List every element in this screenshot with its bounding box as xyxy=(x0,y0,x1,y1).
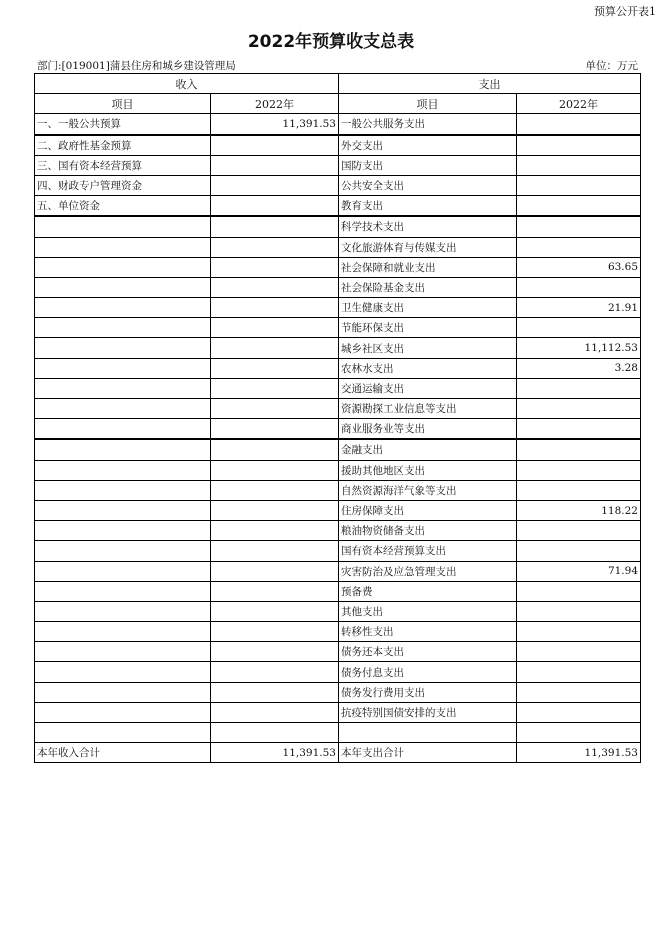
income-value-cell xyxy=(211,155,339,175)
table-row xyxy=(35,581,641,601)
table-row xyxy=(35,378,641,398)
income-item-cell xyxy=(35,521,211,541)
expense-item-cell: 城乡社区支出 xyxy=(339,338,517,358)
income-item-cell xyxy=(35,318,211,338)
table-row xyxy=(35,257,641,277)
income-item-cell xyxy=(35,622,211,642)
expense-value-cell xyxy=(517,175,641,195)
expense-value-cell xyxy=(517,135,641,156)
expense-value-cell xyxy=(517,439,641,460)
income-value-cell xyxy=(211,682,339,702)
income-item-cell xyxy=(35,662,211,682)
table-row xyxy=(35,702,641,722)
income-item-cell: 二、政府性基金预算 xyxy=(35,135,211,156)
income-value-cell xyxy=(211,723,339,743)
expense-item-cell: 国有资本经营预算支出 xyxy=(339,541,517,561)
totals-row xyxy=(35,743,641,763)
income-item-cell: 五、单位资金 xyxy=(35,196,211,217)
expense-value-cell: 118.22 xyxy=(517,500,641,520)
expense-item-cell: 金融支出 xyxy=(339,439,517,460)
expense-value-cell: 21.91 xyxy=(517,298,641,318)
income-item-cell: 四、财政专户管理资金 xyxy=(35,175,211,195)
expense-item-cell: 援助其他地区支出 xyxy=(339,460,517,480)
table-row xyxy=(35,399,641,419)
income-item-cell xyxy=(35,561,211,581)
expense-value-cell xyxy=(517,419,641,440)
expense-item-cell: 资源勘探工业信息等支出 xyxy=(339,399,517,419)
income-value-cell xyxy=(211,541,339,561)
expense-item-cell: 债务付息支出 xyxy=(339,662,517,682)
unit-label: 单位：万元 xyxy=(585,60,638,72)
expense-value-cell xyxy=(517,318,641,338)
income-value-cell xyxy=(211,277,339,297)
income-total-label: 本年收入合计 xyxy=(35,743,211,763)
income-value-cell xyxy=(211,500,339,520)
expense-value-cell xyxy=(517,521,641,541)
expense-item-cell: 住房保障支出 xyxy=(339,500,517,520)
income-value-cell xyxy=(211,237,339,257)
expense-item-cell: 社会保险基金支出 xyxy=(339,277,517,297)
table-row xyxy=(35,135,641,156)
income-item-cell xyxy=(35,480,211,500)
expense-value-cell xyxy=(517,216,641,237)
table-row xyxy=(35,237,641,257)
income-value-cell xyxy=(211,561,339,581)
table-row xyxy=(35,662,641,682)
income-item-cell xyxy=(35,439,211,460)
expense-total-label: 本年支出合计 xyxy=(339,743,517,763)
table-row xyxy=(35,338,641,358)
table-row xyxy=(35,642,641,662)
expense-item-cell: 灾害防治及应急管理支出 xyxy=(339,561,517,581)
income-value-cell xyxy=(211,460,339,480)
expense-header: 支出 xyxy=(339,74,641,94)
expense-item-cell: 其他支出 xyxy=(339,601,517,621)
table-row xyxy=(35,175,641,195)
income-item-cell xyxy=(35,237,211,257)
expense-value-cell xyxy=(517,682,641,702)
budget-table xyxy=(34,73,641,763)
income-item-cell xyxy=(35,419,211,440)
expense-value-cell xyxy=(517,702,641,722)
expense-item-cell: 公共安全支出 xyxy=(339,175,517,195)
expense-value-cell xyxy=(517,622,641,642)
expense-value-cell xyxy=(517,541,641,561)
expense-value-cell xyxy=(517,196,641,217)
page-title: 2022年预算收支总表 xyxy=(247,32,415,52)
expense-value-cell xyxy=(517,460,641,480)
expense-item-cell: 商业服务业等支出 xyxy=(339,419,517,440)
table-row xyxy=(35,318,641,338)
expense-value-cell: 63.65 xyxy=(517,257,641,277)
income-value-cell: 11,391.53 xyxy=(211,114,339,135)
expense-value-cell: 3.28 xyxy=(517,358,641,378)
income-item-cell xyxy=(35,601,211,621)
income-value-cell xyxy=(211,419,339,440)
expense-value-cell xyxy=(517,399,641,419)
table-row xyxy=(35,480,641,500)
expense-item-cell: 一般公共服务支出 xyxy=(339,114,517,135)
income-value-cell xyxy=(211,581,339,601)
table-row xyxy=(35,460,641,480)
table-row xyxy=(35,216,641,237)
expense-item-cell: 科学技术支出 xyxy=(339,216,517,237)
expense-value-cell xyxy=(517,480,641,500)
income-value-cell xyxy=(211,257,339,277)
expense-item-header: 项目 xyxy=(339,94,517,114)
income-item-cell xyxy=(35,216,211,237)
expense-value-cell xyxy=(517,601,641,621)
income-value-cell xyxy=(211,662,339,682)
expense-value-cell xyxy=(517,662,641,682)
income-value-cell xyxy=(211,378,339,398)
table-row xyxy=(35,622,641,642)
table-row xyxy=(35,601,641,621)
income-value-cell xyxy=(211,135,339,156)
income-value-cell xyxy=(211,399,339,419)
income-item-cell xyxy=(35,702,211,722)
income-value-cell xyxy=(211,642,339,662)
table-row xyxy=(35,196,641,217)
income-value-cell xyxy=(211,318,339,338)
income-value-cell xyxy=(211,601,339,621)
expense-item-cell: 交通运输支出 xyxy=(339,378,517,398)
income-item-cell: 一、一般公共预算 xyxy=(35,114,211,135)
income-item-cell xyxy=(35,581,211,601)
table-row xyxy=(35,561,641,581)
expense-item-cell: 转移性支出 xyxy=(339,622,517,642)
income-item-cell xyxy=(35,500,211,520)
expense-item-cell: 国防支出 xyxy=(339,155,517,175)
income-value-cell xyxy=(211,175,339,195)
income-value-cell xyxy=(211,358,339,378)
expense-item-cell: 节能环保支出 xyxy=(339,318,517,338)
income-item-cell xyxy=(35,298,211,318)
table-row xyxy=(35,155,641,175)
income-value-cell xyxy=(211,622,339,642)
expense-item-cell: 债务还本支出 xyxy=(339,642,517,662)
expense-value-cell xyxy=(517,155,641,175)
expense-value-cell xyxy=(517,642,641,662)
table-row xyxy=(35,419,641,440)
income-value-cell xyxy=(211,196,339,217)
income-value-cell xyxy=(211,338,339,358)
income-item-cell xyxy=(35,378,211,398)
expense-item-cell: 预备费 xyxy=(339,581,517,601)
income-value-cell xyxy=(211,702,339,722)
header-row-columns xyxy=(35,94,641,114)
expense-item-cell: 卫生健康支出 xyxy=(339,298,517,318)
expense-year-header: 2022年 xyxy=(517,94,641,114)
table-row xyxy=(35,298,641,318)
expense-item-cell: 外交支出 xyxy=(339,135,517,156)
table-row xyxy=(35,541,641,561)
income-item-cell xyxy=(35,682,211,702)
income-item-header: 项目 xyxy=(35,94,211,114)
table-row xyxy=(35,521,641,541)
expense-item-cell: 抗疫特别国债安排的支出 xyxy=(339,702,517,722)
expense-value-cell xyxy=(517,378,641,398)
income-item-cell xyxy=(35,358,211,378)
expense-item-cell: 文化旅游体育与传媒支出 xyxy=(339,237,517,257)
table-row xyxy=(35,500,641,520)
department-label: 部门:[019001]蒲县住房和城乡建设管理局 xyxy=(37,60,236,72)
income-item-cell xyxy=(35,338,211,358)
income-value-cell xyxy=(211,521,339,541)
table-row xyxy=(35,682,641,702)
income-year-header: 2022年 xyxy=(211,94,339,114)
income-item-cell xyxy=(35,460,211,480)
expense-item-cell: 自然资源海洋气象等支出 xyxy=(339,480,517,500)
expense-value-cell xyxy=(517,114,641,135)
table-row xyxy=(35,277,641,297)
income-item-cell xyxy=(35,723,211,743)
header-row-sections xyxy=(35,74,641,94)
income-item-cell xyxy=(35,277,211,297)
income-total-value: 11,391.53 xyxy=(211,743,339,763)
expense-value-cell: 71.94 xyxy=(517,561,641,581)
table-row xyxy=(35,723,641,743)
income-value-cell xyxy=(211,298,339,318)
expense-item-cell: 粮油物资储备支出 xyxy=(339,521,517,541)
table-row xyxy=(35,358,641,378)
expense-value-cell: 11,112.53 xyxy=(517,338,641,358)
expense-value-cell xyxy=(517,237,641,257)
income-item-cell xyxy=(35,541,211,561)
income-item-cell xyxy=(35,399,211,419)
income-item-cell xyxy=(35,257,211,277)
table-row xyxy=(35,439,641,460)
expense-value-cell xyxy=(517,581,641,601)
expense-item-cell: 农林水支出 xyxy=(339,358,517,378)
expense-item-cell: 教育支出 xyxy=(339,196,517,217)
income-item-cell xyxy=(35,642,211,662)
expense-item-cell: 债务发行费用支出 xyxy=(339,682,517,702)
income-value-cell xyxy=(211,216,339,237)
income-value-cell xyxy=(211,480,339,500)
expense-item-cell xyxy=(339,723,517,743)
income-value-cell xyxy=(211,439,339,460)
expense-value-cell xyxy=(517,723,641,743)
sheet-label: 预算公开表1 xyxy=(594,5,656,18)
income-item-cell: 三、国有资本经营预算 xyxy=(35,155,211,175)
income-header: 收入 xyxy=(35,74,339,94)
expense-value-cell xyxy=(517,277,641,297)
expense-item-cell: 社会保障和就业支出 xyxy=(339,257,517,277)
table-row xyxy=(35,114,641,135)
expense-total-value: 11,391.53 xyxy=(517,743,641,763)
